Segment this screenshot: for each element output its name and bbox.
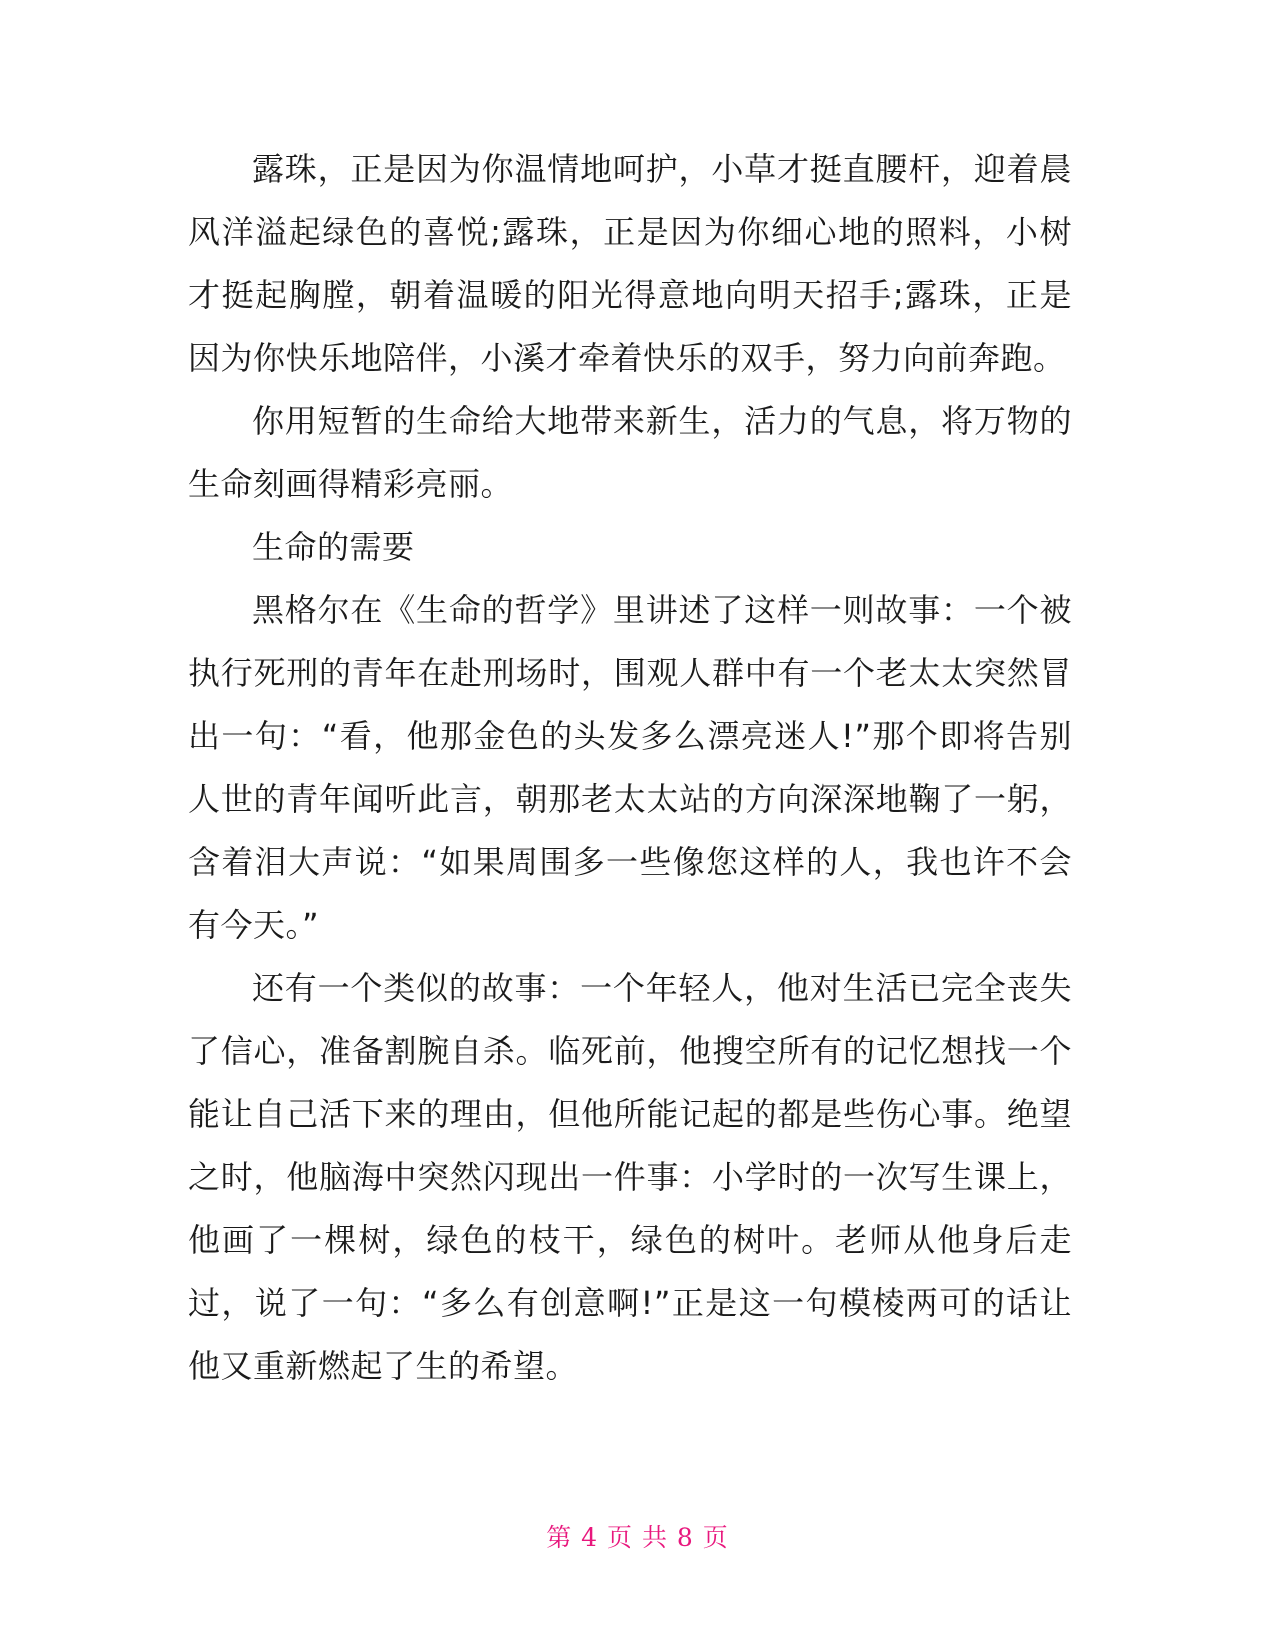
paragraph-hegel-story: 黑格尔在《生命的哲学》里讲述了这样一则故事：一个被执行死刑的青年在赴刑场时，围观人群中有一个老太太突然冒出一句：“看，他那金色的头发多么漂亮迷人!”那个即将告别人世的青年闻听此言，朝那老太太站的方向深深地鞠了一躬，含着泪大声说：“如果周围多一些像您这样的人，我也许不会有今天。” xyxy=(188,591,1072,944)
page-number-footer: 第 4 页 共 8 页 xyxy=(546,1523,729,1552)
paragraph-young-man-story: 还有一个类似的故事：一个年轻人，他对生活已完全丧失了信心，准备割腕自杀。临死前，他搜空所有的记忆想找一个能让自己活下来的理由，但他所能记起的都是些伤心事。绝望之时，他脑海中突然闪现出一件事：小学时的一次写生课上，他画了一棵树，绿色的枝干，绿色的树叶。老师从他身后走过，说了一句：“多么有创意啊!”正是这一句模棱两可的话让他又重新燃起了生的希望。 xyxy=(188,969,1072,1385)
paragraph-life-brief: 你用短暂的生命给大地带来新生，活力的气息，将万物的生命刻画得精彩亮丽。 xyxy=(188,402,1072,503)
paragraph-dew: 露珠，正是因为你温情地呵护，小草才挺直腰杆，迎着晨风洋溢起绿色的喜悦;露珠，正是因为你细心地的照料，小树才挺起胸膛，朝着温暖的阳光得意地向明天招手;露珠，正是因为你快乐地陪伴，小溪才牵着快乐的双手，努力向前奔跑。 xyxy=(188,150,1072,377)
section-heading: 生命的需要 xyxy=(252,528,415,566)
document-body xyxy=(188,138,1072,1398)
